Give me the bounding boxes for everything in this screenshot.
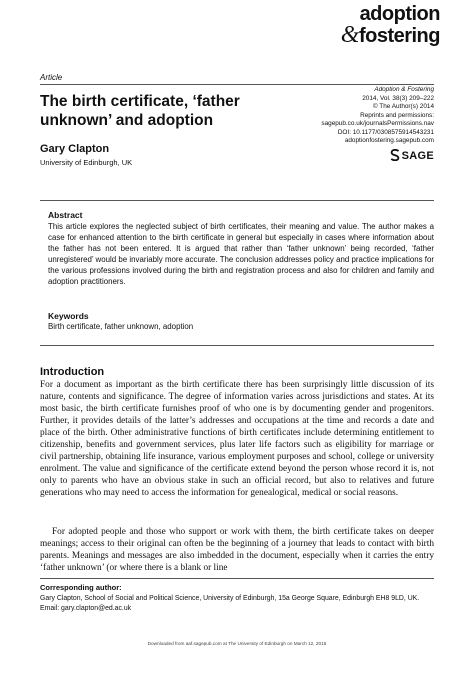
journal-site-link[interactable]: adoptionfostering.sagepub.com <box>344 137 434 144</box>
article-type-label: Article <box>40 73 63 82</box>
keywords-heading: Keywords <box>48 311 89 321</box>
article-title: The birth certificate, ‘father unknown’ and adoption <box>40 93 240 129</box>
copyright: © The Author(s) 2014 <box>372 103 434 110</box>
journal-logo-line2 <box>341 24 440 47</box>
sage-mark-icon <box>390 149 400 161</box>
journal-logo-word: fostering <box>358 25 440 47</box>
journal-logo-line1: adoption <box>359 3 440 25</box>
sage-wordmark: SAGE <box>401 150 434 162</box>
volume-info: 2014, Vol. 38(3) 209–222 <box>362 94 434 102</box>
corresponding-author-address: Gary Clapton, School of Social and Political Science, University of Edinburgh, 15a George Square, Edinburgh EH8 9LD, UK. <box>40 595 420 602</box>
doi[interactable]: DOI: 10.1177/0308575914543231 <box>337 128 434 136</box>
keywords-text: Birth certificate, father unknown, adoption <box>48 322 194 331</box>
correspondence-divider <box>40 578 434 579</box>
intro-paragraph-1: For a document as important as the birth certificate there has been surprisingly little discussion of its nature, contents and significance. The degree of information varies across jurisdictions and states. At its most basic, the birth certificate furnishes proof of who one is by documenting gender and progenitors. Further, it provides details of the latter’s addresses and occupations at the time and records a date and place of the birth. Other administrative functions of birth certificates include determining entitlement to citizenship, benefits and government services, plus later life factors such as eligibility for marriage or civil partnership, obtaining life insurance, various employment purposes and school, college or university enrolment. The value and significance of the certificate extend beyond the person whose record it is, not only to parents who have an obvious stake in such an official record, but also to relatives and future generations who may need to access the information for genealogical, medical or social reasons. <box>40 380 434 498</box>
introduction-heading: Introduction <box>40 366 105 378</box>
corresponding-author-email[interactable]: Email: gary.clapton@ed.ac.uk <box>40 605 132 612</box>
sage-s-icon <box>390 149 400 163</box>
sage-logo <box>390 150 434 162</box>
abstract-heading: Abstract <box>48 210 83 220</box>
reprints-link[interactable]: sagepub.co.uk/journalsPermissions.nav <box>321 120 434 127</box>
author-affiliation: University of Edinburgh, UK <box>40 158 133 167</box>
journal-name: Adoption & Fostering <box>374 86 434 93</box>
publication-meta <box>274 86 434 146</box>
reprints-label: Reprints and permissions: <box>360 111 434 119</box>
corresponding-author-heading: Corresponding author: <box>40 583 122 592</box>
download-footer: Downloaded from aaf.sagepub.com at The University of Edinburgh on March 12, 2015 <box>147 641 327 646</box>
journal-logo-ampersand: & <box>340 22 359 48</box>
author-name: Gary Clapton <box>40 143 110 155</box>
intro-paragraph-2: For adopted people and those who support or work with them, the birth certificate takes on deeper meanings; access to their original can often be the beginning of a journey that leads to contact with birth parents. Meanings and messages are also imbedded in the document, especially when it carries the entry ‘father unknown’ (or where there is a blank or line <box>40 527 434 573</box>
header-divider <box>40 84 434 85</box>
abstract-text: This article explores the neglected subject of birth certificates, their meaning and value. The author makes a case for enhanced attention to the birth certificate in general but especially in cases where information about the father has not been entered. It is argued that rather than ‘father unknown’ being recorded, ‘father unregistered’ would be invariably more accurate. The conclusion addresses policy and practice implications for the various professions involved during the birth and registration process and also for children and family and adoption practitioners. <box>48 222 434 287</box>
keywords-divider <box>40 345 434 346</box>
